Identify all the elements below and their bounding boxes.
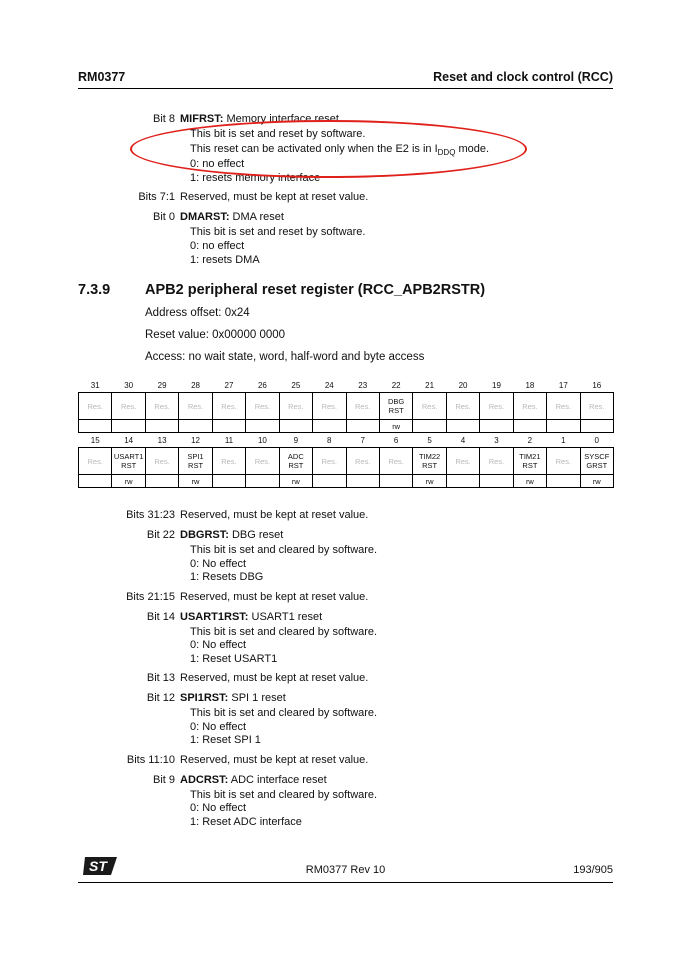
bit-number: 4 bbox=[460, 435, 466, 445]
bit-number: 9 bbox=[293, 435, 299, 445]
field-line: 1: resets DMA bbox=[190, 254, 260, 266]
bit-number: 2 bbox=[527, 435, 533, 445]
bit-access bbox=[212, 475, 245, 488]
field-line: 0: No effect bbox=[190, 720, 247, 733]
bit-title bbox=[180, 590, 368, 604]
section-title: APB2 peripheral reset register (RCC_APB2RSTR) bbox=[145, 282, 486, 298]
bit-label: Bit 13 bbox=[146, 672, 175, 684]
bit-access bbox=[313, 475, 346, 488]
field-line: 1: Reset USART1 bbox=[190, 652, 278, 665]
bit-access bbox=[246, 420, 279, 433]
bit-field-name: Res. bbox=[413, 393, 446, 420]
field-desc: Reserved, must be kept at reset value. bbox=[180, 753, 369, 766]
field-name: MIFRST: bbox=[180, 113, 224, 125]
bit-access bbox=[145, 420, 178, 433]
bit-number: 8 bbox=[327, 435, 332, 445]
bit-access bbox=[547, 475, 580, 488]
bit-access: rw bbox=[513, 475, 546, 488]
bit-field-name: Res. bbox=[446, 448, 479, 475]
bit-title bbox=[180, 753, 368, 767]
bit-field-name: USART1 RST bbox=[112, 448, 145, 475]
bit-field-name: Res. bbox=[513, 393, 546, 420]
access-info: Access: no wait state, word, half-word and byte access bbox=[145, 351, 425, 363]
bit-access bbox=[112, 420, 145, 433]
bit-number: 28 bbox=[191, 380, 200, 390]
bit-number: 12 bbox=[191, 435, 200, 445]
field-name: ADCRST: bbox=[180, 773, 229, 786]
field-desc: Reserved, must be kept at reset value. bbox=[180, 590, 369, 603]
field-name: SPI1RST: bbox=[180, 692, 229, 704]
bit-title bbox=[180, 210, 284, 224]
bit-number: 20 bbox=[458, 380, 468, 390]
bit-field-name: Res. bbox=[145, 448, 178, 475]
bit-field-name: DBG RST bbox=[379, 393, 412, 420]
bit-title bbox=[180, 610, 322, 624]
field-line: 0: No effect bbox=[190, 557, 247, 570]
bit-access bbox=[480, 475, 513, 488]
bit-title bbox=[180, 773, 327, 787]
bit-number: 7 bbox=[360, 435, 365, 445]
bit-number: 11 bbox=[224, 435, 234, 445]
bit-field-name: Res. bbox=[246, 393, 279, 420]
field-line: 1: resets memory interface bbox=[190, 172, 321, 184]
bit-field-name: Res. bbox=[313, 393, 346, 420]
doc-id: RM0377 bbox=[78, 70, 126, 84]
bit-access bbox=[446, 420, 479, 433]
bit-field-name: Res. bbox=[446, 393, 479, 420]
field-desc: Memory interface reset bbox=[223, 113, 339, 125]
bit-label: Bit 22 bbox=[146, 529, 175, 541]
field-line: This bit is set and cleared by software. bbox=[190, 707, 378, 719]
register-map bbox=[78, 378, 614, 488]
field-line: This bit is set and cleared by software. bbox=[190, 544, 378, 556]
bit-title bbox=[180, 508, 368, 522]
bit-field-name: Res. bbox=[112, 393, 145, 420]
bit-number: 19 bbox=[492, 380, 501, 390]
bit-label: Bit 9 bbox=[152, 773, 175, 786]
header-rule bbox=[78, 88, 613, 89]
bit-field-name: TIM22 RST bbox=[413, 448, 446, 475]
bit-field-name: Res. bbox=[313, 448, 346, 475]
field-line: This bit is set and reset by software. bbox=[190, 226, 366, 238]
field-desc: Reserved, must be kept at reset value. bbox=[180, 672, 369, 684]
bit-field-name: ADC RST bbox=[279, 448, 312, 475]
bit-number: 6 bbox=[393, 435, 399, 445]
bit-number: 1 bbox=[561, 435, 566, 445]
bit-label: Bit 14 bbox=[146, 610, 175, 623]
reset-value: Reset value: 0x00000 0000 bbox=[145, 329, 286, 341]
bit-number: 5 bbox=[427, 435, 432, 445]
field-name: USART1RST: bbox=[180, 610, 249, 623]
bit-field-name: Res. bbox=[547, 448, 580, 475]
bit-access bbox=[145, 475, 178, 488]
subscript: DDQ bbox=[437, 148, 456, 158]
field-line: 0: No effect bbox=[190, 802, 247, 814]
bit-access: rw bbox=[179, 475, 212, 488]
bit-field-name: Res. bbox=[547, 393, 580, 420]
register-row-upper-names bbox=[79, 393, 614, 420]
bit-number: 25 bbox=[291, 380, 301, 390]
bit-field-name: SPI1 RST bbox=[179, 448, 212, 475]
field-desc: DMA reset bbox=[229, 211, 284, 223]
bit-field-name: Res. bbox=[246, 448, 279, 475]
bit-label: Bit 0 bbox=[152, 211, 175, 223]
bit-title bbox=[180, 691, 286, 705]
bit-number: 15 bbox=[90, 435, 100, 445]
bit-title bbox=[180, 671, 368, 685]
red-annotation-ellipse bbox=[130, 120, 527, 178]
bit-number: 16 bbox=[592, 380, 602, 390]
bit-number: 22 bbox=[391, 380, 401, 390]
bit-field-name: Res. bbox=[179, 393, 212, 420]
bit-number: 26 bbox=[257, 380, 267, 390]
bit-field-name: TIM21 RST bbox=[513, 448, 546, 475]
field-line: This bit is set and cleared by software. bbox=[190, 788, 378, 801]
bit-access: rw bbox=[112, 475, 145, 488]
bit-access bbox=[246, 475, 279, 488]
bit-label: Bits 21:15 bbox=[126, 590, 175, 603]
field-desc: Reserved, must be kept at reset value. bbox=[180, 191, 369, 203]
bit-number: 18 bbox=[525, 380, 535, 390]
field-desc: Reserved, must be kept at reset value. bbox=[180, 509, 369, 521]
bit-access bbox=[513, 420, 546, 433]
bit-number: 14 bbox=[124, 435, 134, 445]
bit-field-name: Res. bbox=[145, 393, 178, 420]
register-row-upper-bits bbox=[79, 378, 614, 393]
bit-field-name: Res. bbox=[79, 393, 112, 420]
page-number: 193/905 bbox=[573, 864, 613, 876]
bit-number: 29 bbox=[157, 380, 167, 390]
register-row-upper-access bbox=[79, 420, 614, 433]
bit-access bbox=[313, 420, 346, 433]
bit-access bbox=[480, 420, 513, 433]
bit-label: Bits 11:10 bbox=[126, 753, 175, 766]
bit-access: rw bbox=[580, 475, 613, 488]
bit-number: 10 bbox=[257, 435, 267, 445]
bit-field-name: Res. bbox=[346, 448, 379, 475]
bit-access bbox=[547, 420, 580, 433]
bit-access bbox=[179, 420, 212, 433]
field-line: 0: No effect bbox=[190, 639, 247, 651]
bit-label: Bits 31:23 bbox=[126, 509, 175, 521]
bit-access bbox=[279, 420, 312, 433]
bit-access bbox=[346, 475, 379, 488]
bit-access bbox=[79, 475, 112, 488]
bit-field-name: Res. bbox=[212, 393, 245, 420]
field-line-text: This reset can be activated only when the E2 is in I bbox=[190, 143, 438, 155]
bit-access bbox=[446, 475, 479, 488]
bit-number: 13 bbox=[157, 435, 167, 445]
bit-number: 21 bbox=[425, 380, 435, 390]
logo-text: ST bbox=[89, 858, 107, 874]
bit-access bbox=[346, 420, 379, 433]
bit-access bbox=[580, 420, 613, 433]
field-line: 1: Reset ADC interface bbox=[190, 815, 302, 828]
bit-number: 17 bbox=[558, 380, 568, 390]
field-desc: DBG reset bbox=[228, 529, 284, 541]
bit-field-name: Res. bbox=[480, 393, 513, 420]
field-desc: ADC interface reset bbox=[228, 773, 327, 786]
bit-field-name: Res. bbox=[480, 448, 513, 475]
address-offset: Address offset: 0x24 bbox=[145, 307, 250, 319]
register-row-lower-names bbox=[79, 448, 614, 475]
bit-access: rw bbox=[379, 420, 412, 433]
bit-field-name: SYSCF GRST bbox=[580, 448, 613, 475]
bit-number: 31 bbox=[90, 380, 100, 390]
bit-field-name: Res. bbox=[79, 448, 112, 475]
bit-access: rw bbox=[279, 475, 312, 488]
doc-revision: RM0377 Rev 10 bbox=[305, 864, 386, 876]
bit-title bbox=[180, 528, 283, 542]
field-desc: USART1 reset bbox=[248, 610, 323, 623]
field-line: 1: Reset SPI 1 bbox=[190, 734, 261, 746]
bit-number: 30 bbox=[124, 380, 134, 390]
field-desc: SPI 1 reset bbox=[228, 692, 286, 704]
bit-field-name: Res. bbox=[379, 448, 412, 475]
bit-field-name: Res. bbox=[212, 448, 245, 475]
bit-label: Bit 8 bbox=[152, 113, 175, 125]
field-line: This bit is set and reset by software. bbox=[190, 128, 366, 140]
bit-field-name: Res. bbox=[580, 393, 613, 420]
field-line: 0: no effect bbox=[190, 158, 245, 170]
bit-field-name: Res. bbox=[346, 393, 379, 420]
bit-number: 3 bbox=[494, 435, 499, 445]
bit-number: 23 bbox=[358, 380, 368, 390]
bit-label: Bits 7:1 bbox=[138, 191, 175, 203]
bit-field-name: Res. bbox=[279, 393, 312, 420]
bit-number: 27 bbox=[224, 380, 234, 390]
bit-access bbox=[212, 420, 245, 433]
field-line-text: mode. bbox=[455, 143, 490, 155]
field-line: 0: no effect bbox=[190, 240, 245, 252]
section-number: 7.3.9 bbox=[78, 282, 111, 298]
footer-rule bbox=[78, 882, 613, 883]
bit-access bbox=[79, 420, 112, 433]
chapter-title: Reset and clock control (RCC) bbox=[433, 70, 613, 84]
field-line: This bit is set and cleared by software. bbox=[190, 625, 378, 638]
bit-number: 0 bbox=[594, 435, 599, 445]
bit-access bbox=[413, 420, 446, 433]
field-line: 1: Resets DBG bbox=[190, 571, 264, 583]
field-name: DBGRST: bbox=[180, 529, 229, 541]
register-row-lower-access bbox=[79, 475, 614, 488]
bit-number: 24 bbox=[324, 380, 334, 390]
bit-access: rw bbox=[413, 475, 446, 488]
bit-label: Bit 12 bbox=[146, 692, 175, 704]
register-row-lower-bits bbox=[79, 433, 614, 448]
bit-access bbox=[379, 475, 412, 488]
field-name: DMARST: bbox=[180, 211, 230, 223]
